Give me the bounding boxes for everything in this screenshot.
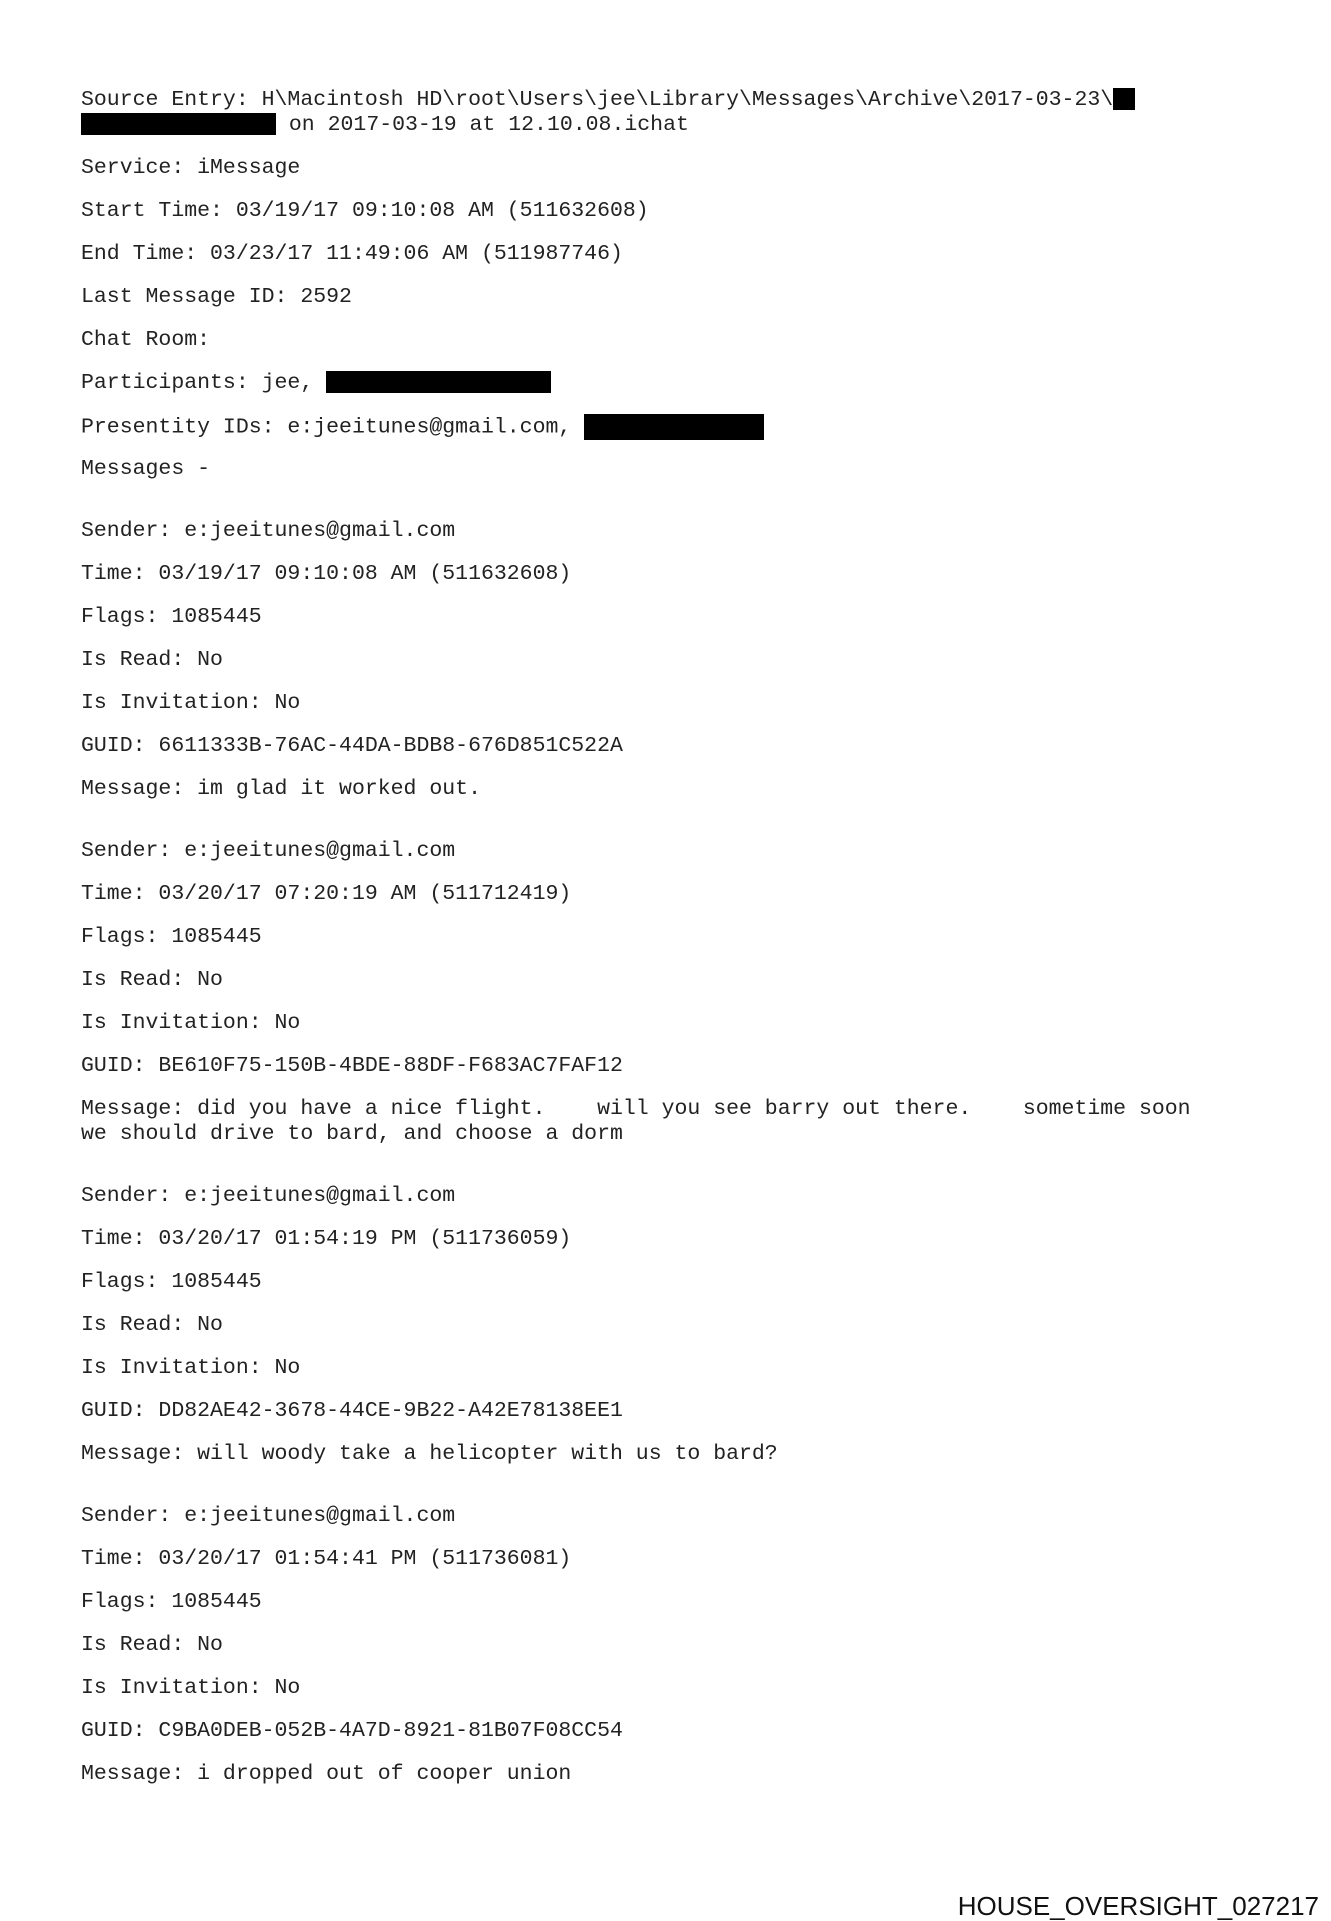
flags-line: Flags: 1085445 [81, 925, 262, 949]
document-page [81, 88, 1261, 1787]
time-line: Time: 03/20/17 01:54:41 PM (511736081) [81, 1547, 572, 1571]
chat-room-line: Chat Room: [81, 328, 211, 352]
is-invitation-line: Is Invitation: No [81, 1676, 301, 1700]
redaction-box [326, 371, 551, 393]
is-read-line: Is Read: No [81, 648, 223, 672]
messages-label: Messages - [81, 457, 211, 481]
message-text: Message: will woody take a helicopter with us to bard? [81, 1442, 778, 1466]
sender-line: Sender: e:jeeitunes@gmail.com [81, 1184, 456, 1208]
message-entry [81, 839, 1261, 1147]
time-line: Time: 03/20/17 01:54:19 PM (511736059) [81, 1227, 572, 1251]
last-message-id-line: Last Message ID: 2592 [81, 285, 352, 309]
guid-line: GUID: DD82AE42-3678-44CE-9B22-A42E78138EE1 [81, 1399, 623, 1423]
source-entry-suffix: on 2017-03-19 at 12.10.08.ichat [276, 113, 689, 137]
guid-line: GUID: BE610F75-150B-4BDE-88DF-F683AC7FAF12 [81, 1054, 623, 1078]
time-line: Time: 03/20/17 07:20:19 AM (511712419) [81, 882, 572, 906]
participants-text: Participants: jee, [81, 371, 327, 395]
is-invitation-line: Is Invitation: No [81, 691, 301, 715]
is-read-line: Is Read: No [81, 968, 223, 992]
is-read-line: Is Read: No [81, 1633, 223, 1657]
message-text: Message: i dropped out of cooper union [81, 1762, 572, 1786]
sender-line: Sender: e:jeeitunes@gmail.com [81, 839, 456, 863]
guid-line: GUID: 6611333B-76AC-44DA-BDB8-676D851C522A [81, 734, 623, 758]
redaction-box [584, 414, 764, 440]
bates-number: HOUSE_OVERSIGHT_027217 [957, 1891, 1319, 1921]
is-read-line: Is Read: No [81, 1313, 223, 1337]
message-text: Message: im glad it worked out. [81, 777, 481, 801]
flags-line: Flags: 1085445 [81, 1590, 262, 1614]
source-entry-text: Source Entry: H\Macintosh HD\root\Users\jee\Library\Messages\Archive\2017-03-23\ [81, 88, 1114, 112]
presentity-ids-text: Presentity IDs: e:jeeitunes@gmail.com, [81, 415, 585, 440]
is-invitation-line: Is Invitation: No [81, 1356, 301, 1380]
redaction-box [81, 113, 276, 135]
time-line: Time: 03/19/17 09:10:08 AM (511632608) [81, 562, 572, 586]
start-time-line: Start Time: 03/19/17 09:10:08 AM (511632608) [81, 199, 649, 223]
presentity-ids-line [81, 414, 1261, 439]
message-entry [81, 1504, 1261, 1787]
source-entry-line-1 [81, 88, 1261, 113]
flags-line: Flags: 1085445 [81, 1270, 262, 1294]
sender-line: Sender: e:jeeitunes@gmail.com [81, 519, 456, 543]
flags-line: Flags: 1085445 [81, 605, 262, 629]
message-entry [81, 1184, 1261, 1467]
service-line: Service: iMessage [81, 156, 301, 180]
sender-line: Sender: e:jeeitunes@gmail.com [81, 1504, 456, 1528]
source-entry-line-2 [81, 113, 1261, 138]
end-time-line: End Time: 03/23/17 11:49:06 AM (511987746) [81, 242, 623, 266]
participants-line [81, 371, 1261, 396]
redaction-box [1113, 88, 1135, 110]
guid-line: GUID: C9BA0DEB-052B-4A7D-8921-81B07F08CC54 [81, 1719, 623, 1743]
message-text: Message: did you have a nice flight. will you see barry out there. sometime soon we should drive to bard, and choose a dorm [81, 1097, 1191, 1146]
message-entry [81, 519, 1261, 802]
is-invitation-line: Is Invitation: No [81, 1011, 301, 1035]
